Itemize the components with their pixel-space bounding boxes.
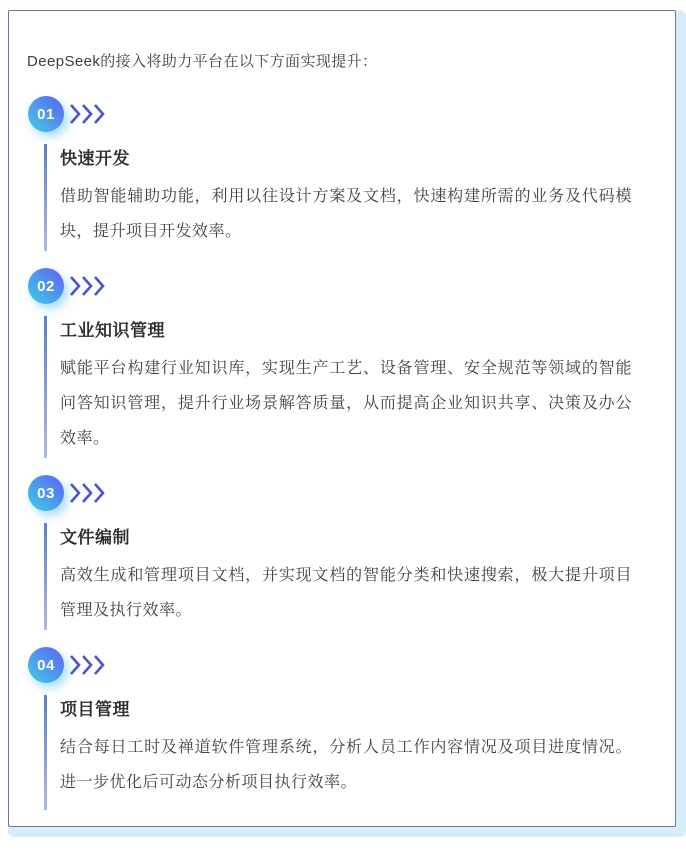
step-header-4 <box>28 646 655 684</box>
step-number-badge <box>28 268 64 304</box>
section-content <box>44 694 655 810</box>
section-title: 项目管理 <box>60 700 130 719</box>
step-number: 02 <box>37 277 55 295</box>
section-content <box>44 522 655 630</box>
step-number-badge <box>28 647 64 683</box>
section-title: 快速开发 <box>60 149 130 168</box>
step-number-badge <box>28 96 64 132</box>
accent-line <box>44 523 47 630</box>
accent-line <box>44 695 47 810</box>
triple-chevron-right-icon <box>69 482 106 504</box>
step-header-1 <box>28 95 655 133</box>
triple-chevron-right-icon <box>69 654 106 676</box>
step-number: 01 <box>37 105 55 123</box>
feature-section-4 <box>27 646 655 810</box>
content-card <box>8 10 676 827</box>
section-body: 高效生成和管理项目文档，并实现文档的智能分类和快速搜索，极大提升项目管理及执行效率。 <box>60 567 632 619</box>
triple-chevron-right-icon <box>69 103 106 125</box>
step-number: 03 <box>37 484 55 502</box>
section-body: 借助智能辅助功能，利用以往设计方案及文档，快速构建所需的业务及代码模块，提升项目开发效率。 <box>60 188 632 240</box>
section-content <box>44 315 655 458</box>
accent-line <box>44 144 47 251</box>
triple-chevron-right-icon <box>69 275 106 297</box>
section-title: 文件编制 <box>60 528 130 547</box>
feature-section-1 <box>27 95 655 251</box>
section-body: 结合每日工时及禅道软件管理系统，分析人员工作内容情况及项目进度情况。进一步优化后可动态分析项目执行效率。 <box>60 739 632 791</box>
step-number: 04 <box>37 656 55 674</box>
accent-line <box>44 316 47 458</box>
step-header-3 <box>28 474 655 512</box>
section-content <box>44 143 655 251</box>
section-body: 赋能平台构建行业知识库，实现生产工艺、设备管理、安全规范等领域的智能问答知识管理，提升行业场景解答质量，从而提高企业知识共享、决策及办公效率。 <box>60 360 632 447</box>
section-title: 工业知识管理 <box>60 321 165 340</box>
feature-section-2 <box>27 267 655 458</box>
feature-section-3 <box>27 474 655 630</box>
step-header-2 <box>28 267 655 305</box>
intro-text: DeepSeek的接入将助力平台在以下方面实现提升： <box>27 53 378 70</box>
step-number-badge <box>28 475 64 511</box>
